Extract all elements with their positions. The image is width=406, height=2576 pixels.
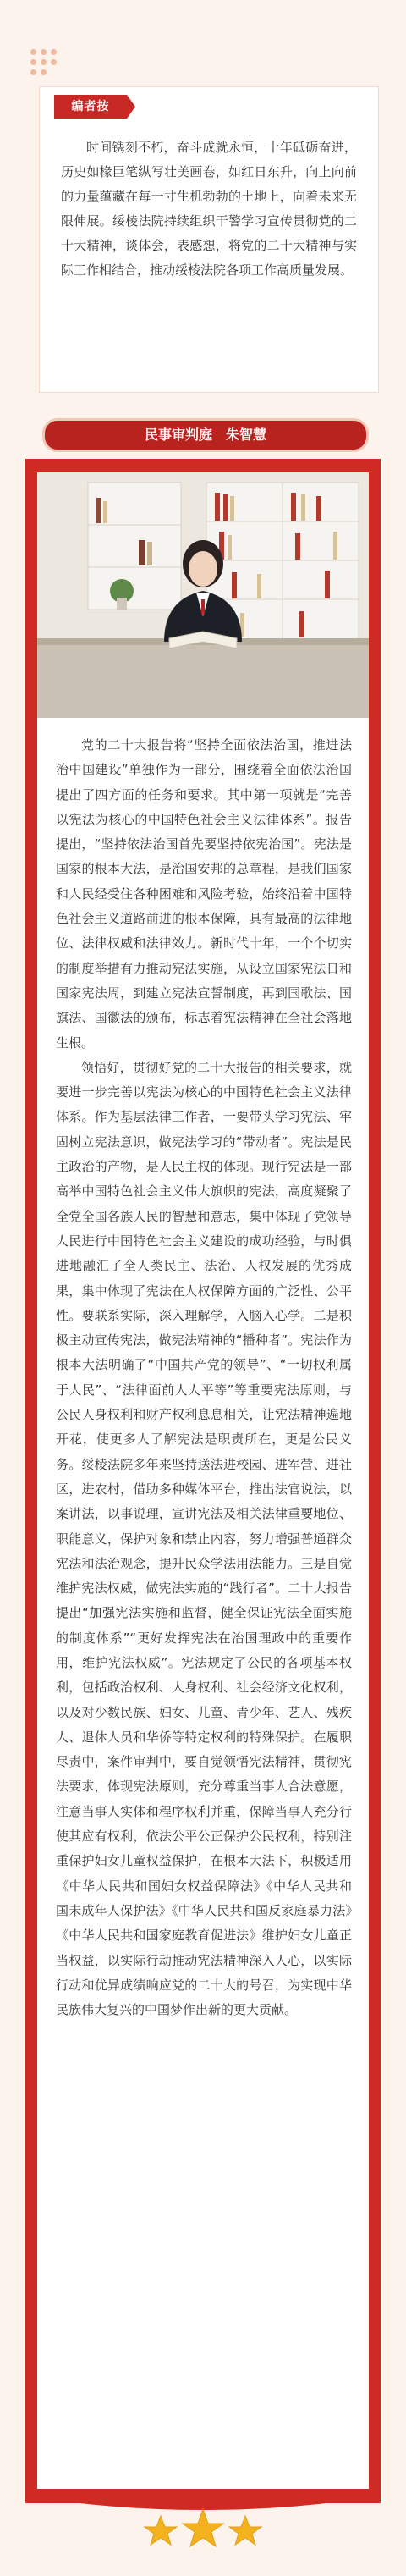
article-paragraph-2: 领悟好，贯彻好党的二十大报告的相关要求，就要进一步完善以宪法为核心的中国特色社会主义法律体系。作为基层法律工作者，一要带头学习宪法、牢固树立宪法意识，做宪法学习的“带动者”。宪法是民主政治的产物，是人民主权的体现。现行宪法是一部高举中国特色社会主义伟大旗帜的宪法，高度凝聚了全党全国各族人民的智慧和意志，集中体现了党领导人民进行中国特色社会主义建设的成功经验，与时俱进地融汇了全人类民主、法治、人权发展的优秀成果，集中体现了宪法在人权保障方面的广泛性、公平性。要联系实际，深入理解学，入脑入心学。二是积极主动宣传宪法，做宪法精神的“播种者”。宪法作为根本大法明确了“中国共产党的领导”、“一切权利属于人民”、“法律面前人人平等”等重要宪法原则，与公民人身权利和财产权利息息相关，让宪法精神遍地开花，使更多人了解宪法是职责所在，更是公民义务。绥棱法院多年来坚持送法进校园、进军营、进社区，进农村，借助多种媒体平台，推出法官说法，以案讲法，以事说理，宣讲宪法及相关法律重要地位、职能意义，保护对象和禁止内容，努力增强普通群众宪法和法治观念，提升民众学法用法能力。三是自觉维护宪法权威，做宪法实施的“践行者”。二十大报告提出“加强宪法实施和监督，健全保证宪法全面实施的制度体系”“更好发挥宪法在治国理政中的重要作用，维护宪法权威”。宪法规定了公民的各项基本权利，包括政治权利、人身权利、社会经济文化权利，以及对少数民族、妇女、儿童、青少年、艺人、残疾人、退休人员和华侨等特定权利的特殊保护。在履职尽责中，案件审判中，要自觉领悟宪法精神，贯彻宪法要求，体现宪法原则，充分尊重当事人合法意愿，注意当事人实体和程序权利并重，保障当事人充分行使其应有权利，依法公平公正保护公民权利，特别注重保护妇女儿童权益保护，在根本大法下，积极适用《中华人民共和国妇女权益保障法》《中华人民共和国未成年人保护法》《中华人民共和国反家庭暴力法》《中华人民共和国家庭教育促进法》维护妇女儿童正当权益，以实际行动推动宪法精神深入人心，以实际行动和优异成绩响应党的二十大的号召，为实现中华民族伟大复兴的中国梦作出新的更大贡献。 (56, 1059, 352, 2018)
editor-note-tag-tail (127, 95, 135, 119)
editor-note-tag: 编者按 (54, 95, 127, 119)
article-paragraph-1: 党的二十大报告将“坚持全面依法治国，推进法治中国建设”单独作为一部分，围绕着全面依法治国提出了四方面的任务和要求。其中第一项就是“完善以宪法为核心的中国特色社会主义法律体系”。报告提出，“坚持依法治国首先要坚持依宪治国”。宪法是国家的根本大法，是治国安邦的总章程，是我们国家和人民经受住各种困难和风险考验，始终沿着中国特色社会主义道路前进的根本保障，具有最高的法律地位、法律权威和法律效力。新时代十年，一个个切实的制度举措有力推动宪法实施，从设立国家宪法日和国家宪法周，到建立宪法宣誓制度，再到国歌法、国旗法、国徽法的颁布，标志着宪法精神在全社会落地生根。 (56, 737, 352, 1051)
decorative-dots (30, 49, 64, 74)
editor-note-text: 时间镌刻不朽，奋斗成就永恒，十年砥砺奋进，历史如椽巨笔纵写壮美画卷，如红日东升，向上向前的力量蕴藏在每一寸生机勃勃的土地上，向着未来无限伸展。绥棱法院持续组织干警学习宣传贯彻党的二十大精神，谈体会，表感想，将党的二十大精神与实际工作相结合，推动绥棱法院各项工作高质量发展。 (61, 140, 357, 278)
author-photo (37, 472, 369, 718)
stars-icon (135, 2506, 271, 2557)
article-body (56, 733, 352, 2022)
section-title: 民事审判庭 朱智慧 (144, 427, 266, 443)
